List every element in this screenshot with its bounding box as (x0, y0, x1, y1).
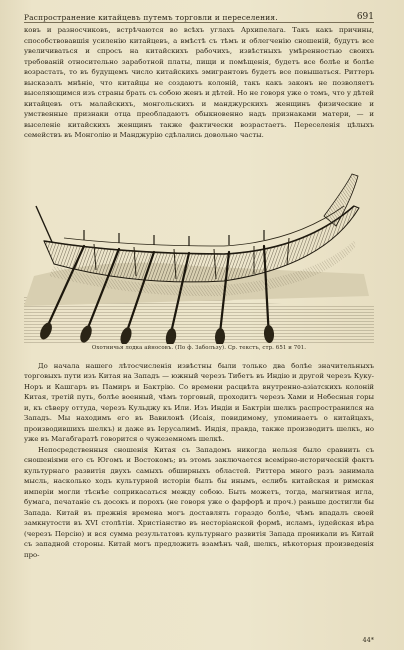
page-number: 691 (356, 12, 374, 22)
paragraph: До начала нашего лѣтосчисленія извѣстны были только два болѣе значительныхъ торговыхъ пути изъ Китая на Западъ — южный черезъ Тибетъ въ Индію и другой черезъ Куку-Норъ и Кашгаръ въ Памиръ и Бактрію. Со времени расцвѣта внутренно-азіатскихъ колоній Китая, третій путь, болѣе военный, чѣмъ торговый, проходитъ черезъ Хами и Небесныя горы и, къ сѣверу оттуда, черезъ Кульджу къ Или. Изъ Индіи и Бактріи шелкъ распространился на Западъ. Мы находимъ его въ Вавилонѣ (Исаія, повидимому, упоминаетъ о китайцахъ, производившихъ шелкъ) и даже въ Іерусалимѣ. Индія, правда, также производитъ шелкъ, но уже въ Магабгаратѣ говорится о чужеземномъ шелкѣ. (24, 361, 374, 443)
running-title: Распространение китайцевъ путемъ торговли и переселения. (24, 13, 278, 22)
boat-engraving (24, 146, 374, 344)
signature-mark: 44* (362, 636, 374, 644)
illustration (24, 146, 374, 358)
paragraph: Непосредственныя сношенія Китая съ Западомъ никогда нельзя было сравнить съ сношеніями его съ Югомъ и Востокомъ; въ этомъ заключается всемірно-историческій фактъ культурнаго развитія двухъ самыхъ обширныхъ областей. Риттера много разъ занимала мысль, насколько ходъ культурной исторіи былъ бы инымъ, еслибъ китайская и римская имперіи могли тѣснѣе соприкасаться между собою. Быть можетъ, тогда, магнитная игла, бумага, печатаніе съ досокъ и порохъ (не говоря уже о фарфорѣ и проч.) раньше достигли бы Запада. Китай въ прежнія времена могъ доставлять гораздо болѣе, чѣмъ впадалъ своей замкнутости въ XVI столѣтіи. Христіанство въ несторіанской формѣ, исламъ, іудейская вѣра (черезъ Персію) и вся сумма результатовъ культурнаго развитія Запада проникали въ Китай съ западной стороны. Китай могъ предложить взамѣнъ чай, шелкъ, нѣкоторыя произведенія про- (24, 445, 374, 559)
bottom-text-block (24, 361, 374, 561)
top-text-block (24, 25, 374, 141)
page-header (24, 0, 374, 23)
figure-caption: Охотничья лодка айносовъ. (По ф. Заболъзу). Ср. текстъ, стр. 651 и 701. (91, 344, 307, 351)
paragraph: ковъ и разносчиковъ, встрѣчаются во всѣхъ углахъ Архипелага. Такъ какъ причины, способствовавшія усиленію китайцевъ, а вмѣстѣ съ тѣмъ и облегченію сношеній, будутъ все увеличиваться и спросъ на китайскихъ рабочихъ, извѣстныхъ умѣренностью своихъ требованій относительно заработной платы, пищи и помѣщенія, будетъ все болѣе и болѣе возрастать, то въ будущемъ число китайскихъ эмигрантовъ будетъ все повышаться. Риттеръ высказалъ мнѣніе, что китайцы не создаютъ колоній, такъ какъ законъ не позволяетъ выселяющимся изъ страны брать съ собою женъ и дѣтей. Но не говоря уже о томъ, что у дѣтей китайцевъ отъ малайскихъ, монгольскихъ и манджурскихъ женщинъ физические и умственные признаки отца преобладаютъ обыкновенно надъ признаками матери, — и выселеніе китайскихъ женщинъ также фактически возрастаетъ. Переселенія цѣлыхъ семействъ въ Монголію и Манджурію сдѣлались довольно часты. (24, 26, 374, 139)
